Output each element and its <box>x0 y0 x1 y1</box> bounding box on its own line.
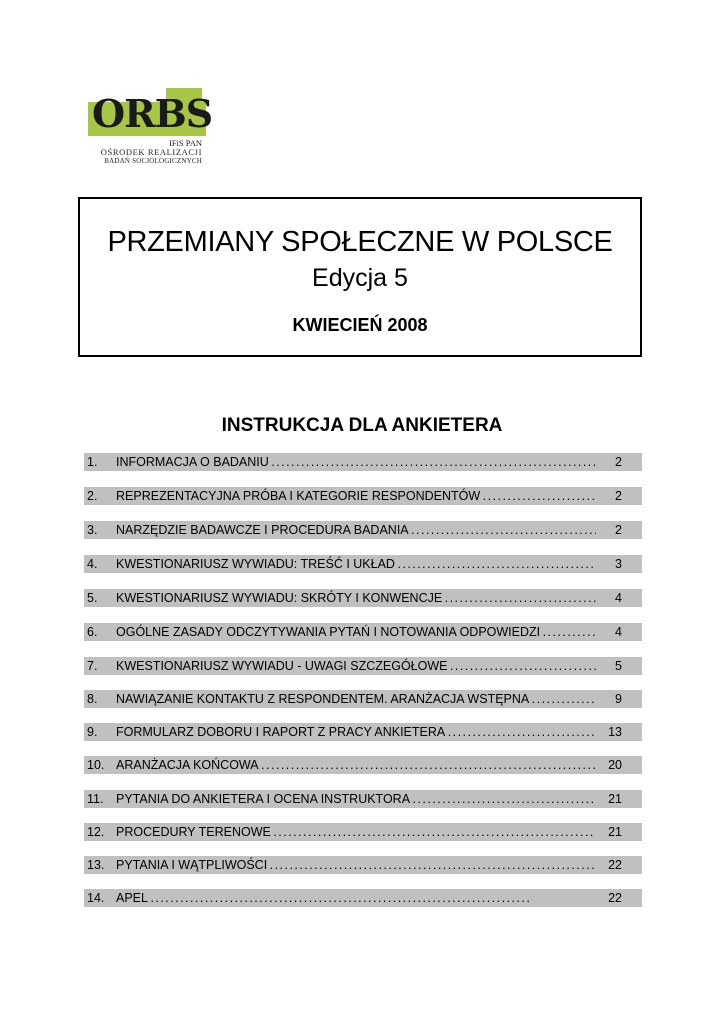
toc-number: 7. <box>87 659 98 673</box>
toc-row[interactable] <box>84 856 642 874</box>
toc-page: 21 <box>608 792 622 806</box>
toc-title: INFORMACJA O BADANIU . . . <box>116 453 596 471</box>
document-title: PRZEMIANY SPOŁECZNE W POLSCE <box>107 226 613 258</box>
toc-title: ARANŻACJA KOŃCOWA . . . <box>116 756 596 774</box>
toc-row[interactable] <box>84 487 642 505</box>
logo-line-2: OŚRODEK REALIZACJI <box>100 147 202 157</box>
toc-number: 1. <box>87 455 98 469</box>
toc-page: 13 <box>608 725 622 739</box>
edition-label: Edycja 5 <box>312 264 408 292</box>
logo-line-3: BADAŃ SOCJOLOGICZNYCH <box>104 157 202 165</box>
toc-number: 5. <box>87 591 98 605</box>
toc-title: KWESTIONARIUSZ WYWIADU: TREŚĆ I UKŁAD . . . <box>116 555 596 573</box>
toc-page: 2 <box>615 523 622 537</box>
toc-title: PYTANIA DO ANKIETERA I OCENA INSTRUKTORA . . . <box>116 790 596 808</box>
toc-row[interactable] <box>84 555 642 573</box>
instructions-heading: INSTRUKCJA DLA ANKIETERA <box>221 415 503 436</box>
toc-row[interactable] <box>84 889 642 907</box>
toc-title: APEL . . . <box>116 889 596 907</box>
toc-number: 14. <box>87 891 105 905</box>
toc-row[interactable] <box>84 453 642 471</box>
toc-page: 2 <box>615 489 622 503</box>
toc-row[interactable] <box>84 790 642 808</box>
toc-number: 9. <box>87 725 98 739</box>
toc-row[interactable] <box>84 723 642 741</box>
logo-wordmark: ORBS <box>92 91 213 136</box>
toc-title: KWESTIONARIUSZ WYWIADU: SKRÓTY I KONWENCJE . . . <box>116 589 596 607</box>
toc-page: 21 <box>608 825 622 839</box>
toc-row[interactable] <box>84 823 642 841</box>
toc-page: 22 <box>608 891 622 905</box>
toc-row[interactable] <box>84 756 642 774</box>
toc-row[interactable] <box>84 589 642 607</box>
toc-title: KWESTIONARIUSZ WYWIADU - UWAGI SZCZEGÓŁOWE . . . <box>116 657 596 675</box>
toc-page: 5 <box>615 659 622 673</box>
toc-number: 10. <box>87 758 105 772</box>
toc-row[interactable] <box>84 521 642 539</box>
toc-page: 2 <box>615 455 622 469</box>
orbs-logo <box>86 88 213 168</box>
toc-title: REPREZENTACYJNA PRÓBA I KATEGORIE RESPONDENTÓW . . . <box>116 487 596 505</box>
toc-row[interactable] <box>84 623 642 641</box>
toc-number: 6. <box>87 625 98 639</box>
toc-number: 4. <box>87 557 98 571</box>
toc-number: 11. <box>87 792 104 806</box>
toc-title: OGÓLNE ZASADY ODCZYTYWANIA PYTAŃ I NOTOWANIA ODPOWIEDZI . . . <box>116 623 596 641</box>
toc-title: PYTANIA I WĄTPLIWOŚCI . . . <box>116 856 596 874</box>
toc-page: 22 <box>608 858 622 872</box>
toc-title: FORMULARZ DOBORU I RAPORT Z PRACY ANKIETERA . . . <box>116 723 596 741</box>
toc-page: 4 <box>615 625 622 639</box>
toc-page: 20 <box>608 758 622 772</box>
title-box <box>78 197 642 357</box>
toc-row[interactable] <box>84 690 642 708</box>
toc-number: 12. <box>87 825 105 839</box>
toc-number: 2. <box>87 489 98 503</box>
toc-page: 9 <box>615 692 622 706</box>
toc-number: 8. <box>87 692 98 706</box>
toc-page: 3 <box>615 557 622 571</box>
logo-line-1: IFiS PAN <box>169 138 202 148</box>
toc-number: 3. <box>87 523 98 537</box>
toc-page: 4 <box>615 591 622 605</box>
toc-title: NARZĘDZIE BADAWCZE I PROCEDURA BADANIA . . . <box>116 521 596 539</box>
toc-title: PROCEDURY TERENOWE . . . <box>116 823 596 841</box>
toc-title: NAWIĄZANIE KONTAKTU Z RESPONDENTEM. ARANŻACJA WSTĘPNA . . . <box>116 690 596 708</box>
toc-row[interactable] <box>84 657 642 675</box>
document-date: KWIECIEŃ 2008 <box>292 315 428 335</box>
toc-number: 13. <box>87 858 105 872</box>
